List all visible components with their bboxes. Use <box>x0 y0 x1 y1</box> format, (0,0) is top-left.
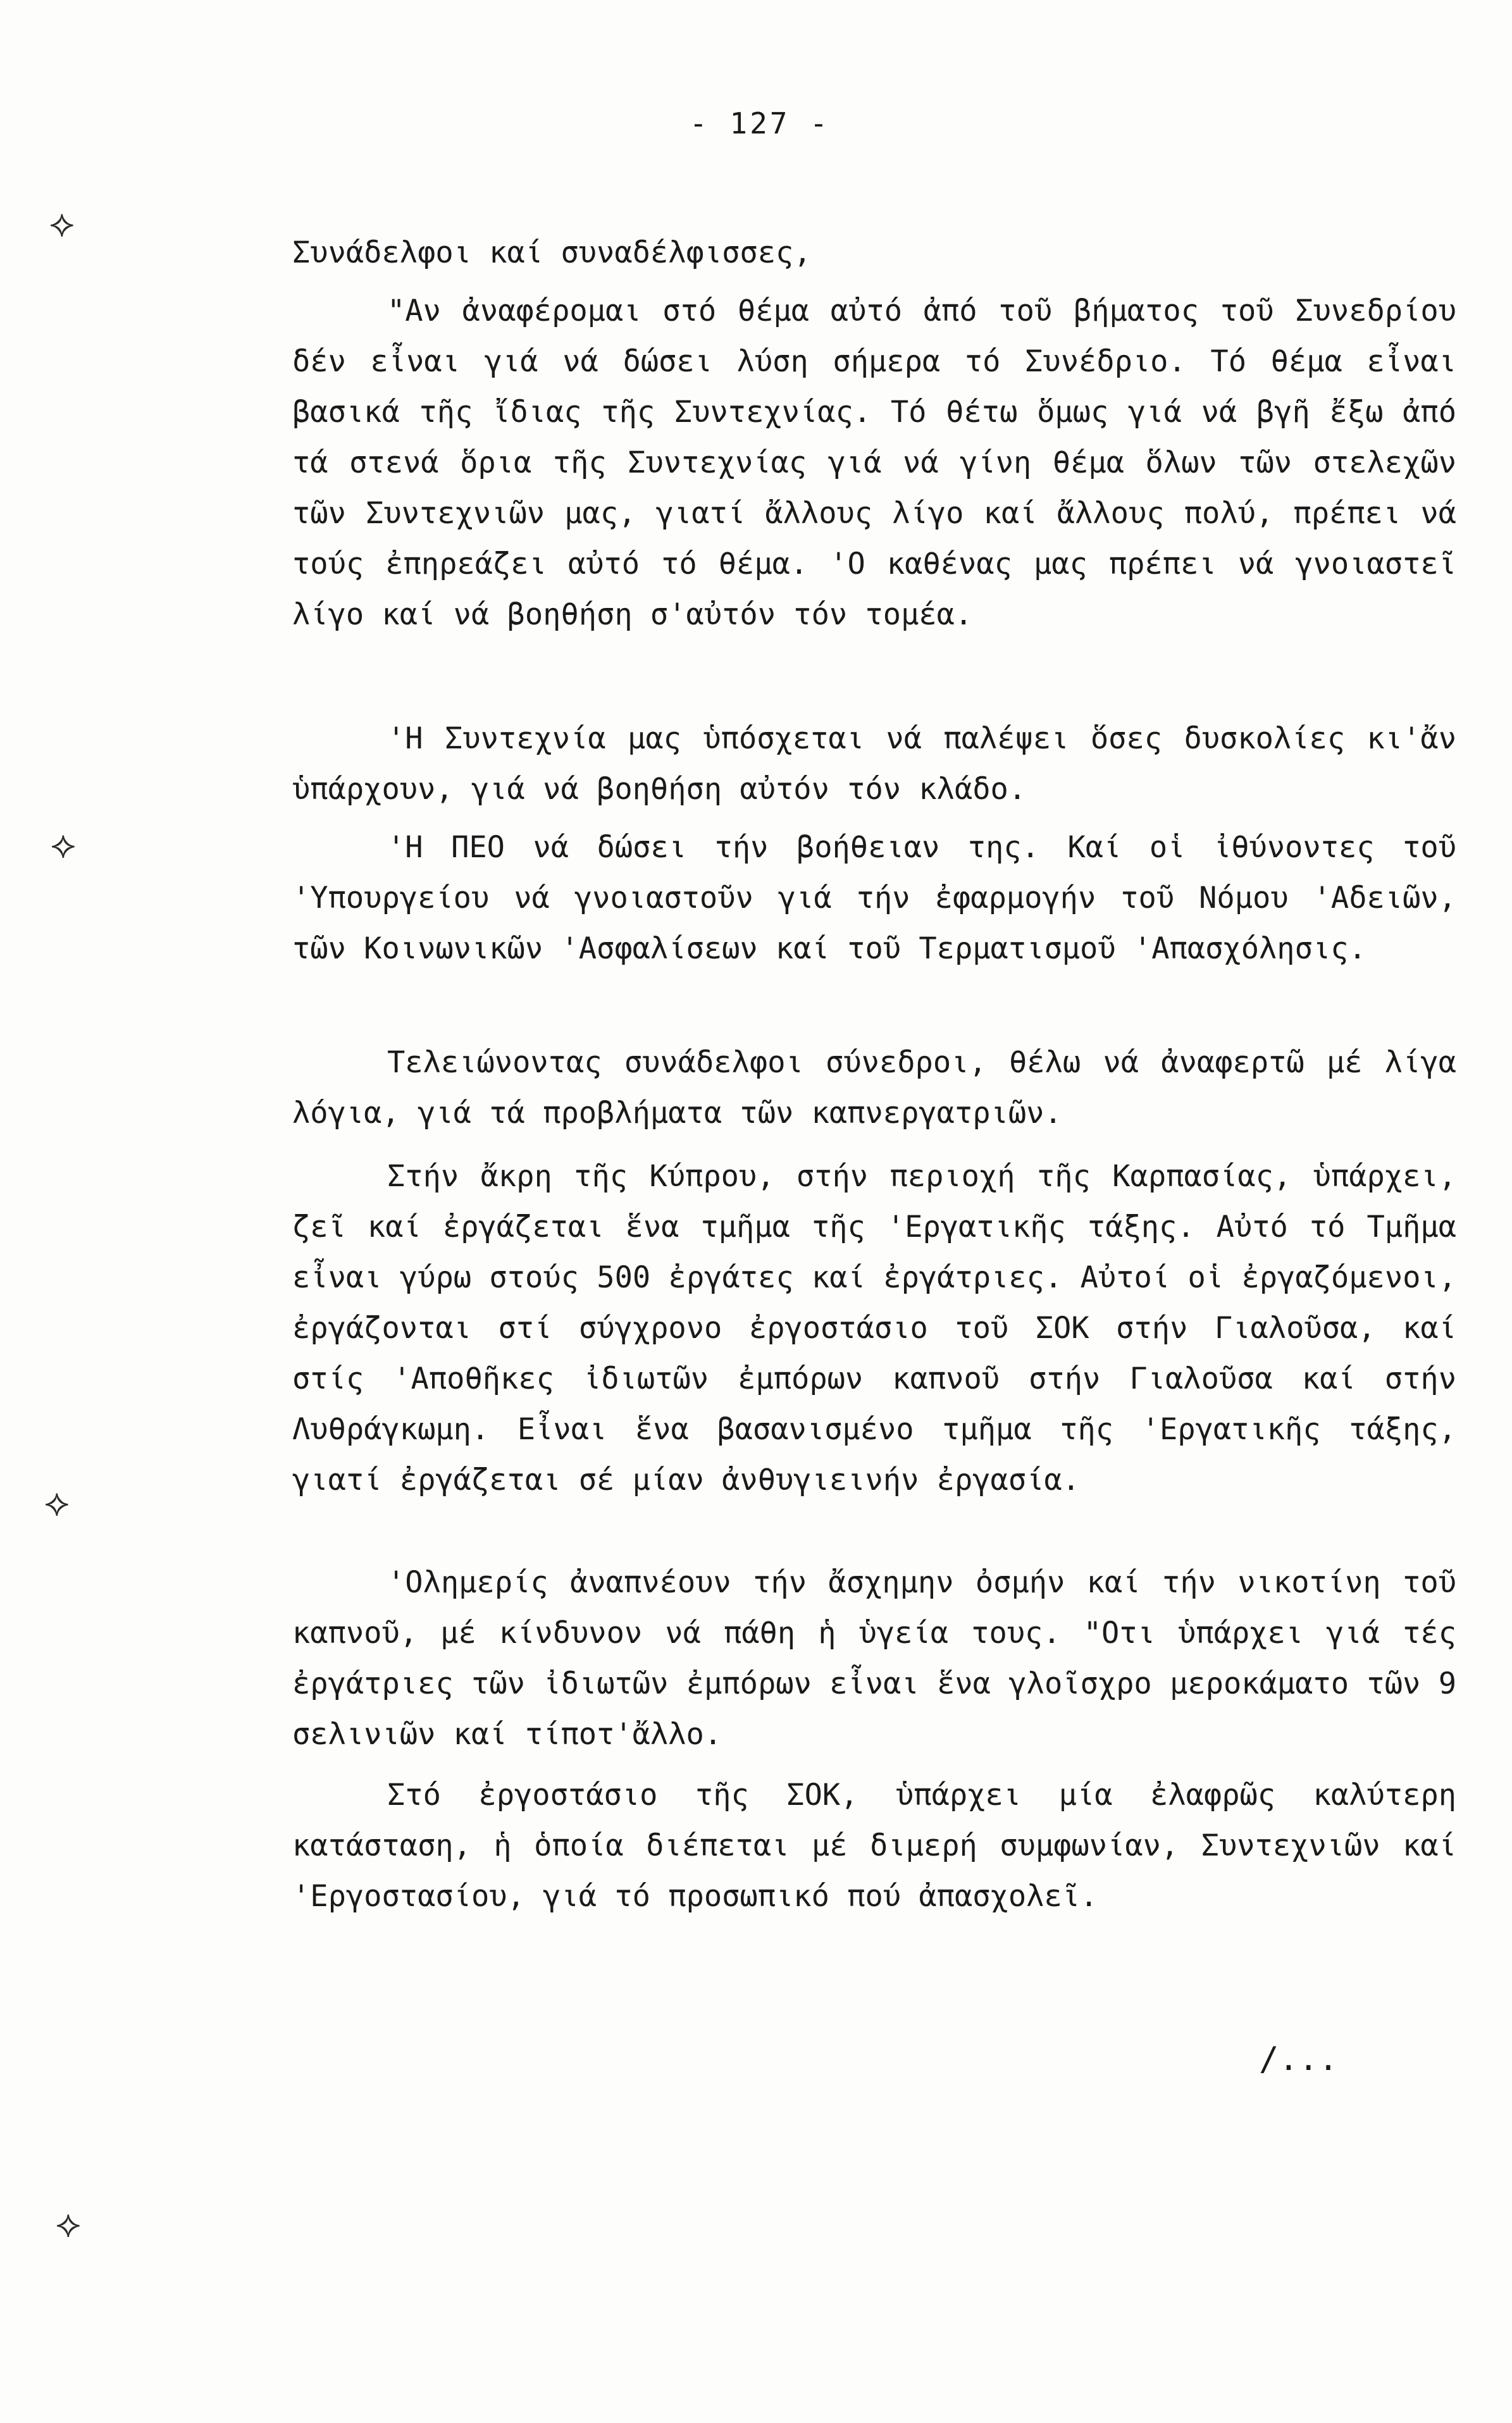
punch-mark-icon: ⟡ <box>49 201 75 245</box>
punch-mark-icon: ⟡ <box>56 2202 81 2246</box>
paragraph-5: Στήν ἄκρη τῆς Κύπρου, στήν περιοχή τῆς Καρπασίας, ὑπάρχει, ζεῖ καί ἐργάζεται ἕνα τμῆμα τῆς 'Εργατικῆς τάξης. Αὐτό τό Τμῆμα εἶναι γύρω στούς 500 ἐργάτες καί ἐργάτριες. Αὐτοί οἱ ἐργαζόμενοι, ἐργάζονται στί σύγχρονο ἐργοστάσιο τοῦ ΣΟΚ στήν Γιαλοῦσα, καί στίς 'Αποθῆκες ἰδιωτῶν ἐμπόρων καπνοῦ στήν Γιαλοῦσα καί στήν Λυθράγκωμη. Εἶναι ἕνα βασανισμένο τμῆμα τῆς 'Εργατικῆς τάξης, γιατί ἐργάζεται σέ μίαν ἀνθυγιεινήν ἐργασία. <box>292 1159 1456 1497</box>
paragraph-7: Στό ἐργοστάσιο τῆς ΣΟΚ, ὑπάρχει μία ἐλαφρῶς καλύτερη κατάσταση, ἡ ὁποία διέπεται μέ διμερή συμφωνίαν, Συντεχνιῶν καί 'Εργοστασίου, γιά τό προσωπικό πού ἀπασχολεῖ. <box>292 1778 1456 1914</box>
paragraph-6: 'Ολημερίς ἀναπνέουν τήν ἄσχημην ὀσμήν καί τήν νικοτίνη τοῦ καπνοῦ, μέ κίνδυνον νά πάθη ἡ ὑγεία τους. "Οτι ὑπάρχει γιά τές ἐργάτριες τῶν ἰδιωτῶν ἐμπόρων εἶναι ἕνα γλοῖσχρο μεροκάματο τῶν 9 σελινιῶν καί τίποτ'ἄλλο. <box>292 1565 1456 1752</box>
paragraph-4: Τελειώνοντας συνάδελφοι σύνεδροι, θέλω νά ἀναφερτῶ μέ λίγα λόγια, γιά τά προβλήματα τῶν καπνεργατριῶν. <box>292 1045 1456 1131</box>
paragraph-2: 'Η Συντεχνία μας ὑπόσχεται νά παλέψει ὅσες δυσκολίες κι'ἄν ὑπάρχουν, γιά νά βοηθήση αὐτόν τόν κλάδο. <box>292 721 1456 807</box>
punch-mark-icon: ⟡ <box>44 1480 70 1525</box>
page-number: - 127 - <box>690 106 830 140</box>
paragraph-1: "Αν ἀναφέρομαι στό θέμα αὐτό ἀπό τοῦ βήματος τοῦ Συνεδρίου δέν εἶναι γιά νά δώσει λύση σήμερα τό Συνέδριο. Τό θέμα εἶναι βασικά τῆς ἴδιας τῆς Συντεχνίας. Τό θέτω ὅμως γιά νά βγῆ ἔξω ἀπό τά στενά ὅρια τῆς Συντεχνίας γιά νά γίνη θέμα ὅλων τῶν στελεχῶν τῶν Συντεχνιῶν μας, γιατί ἄλλους λίγο καί ἄλλους πολύ, πρέπει νά τούς ἐπηρεάζει αὐτό τό θέμα. 'Ο καθένας μας πρέπει νά γνοιαστεῖ λίγο καί νά βοηθήση σ'αὐτόν τόν τομέα. <box>292 294 1456 632</box>
salutation: Συνάδελφοι καί συναδέλφισσες, <box>292 235 812 270</box>
paragraph-3: 'Η ΠΕΟ νά δώσει τήν βοήθειαν της. Καί οἱ ἰθύνοντες τοῦ 'Υπουργείου νά γνοιαστοῦν γιά τήν ἐφαρμογήν τοῦ Νόμου 'Αδειῶν, τῶν Κοινωνικῶν 'Ασφαλίσεων καί τοῦ Τερματισμοῦ 'Απασχόλησις. <box>292 830 1456 966</box>
punch-mark-icon: ⟡ <box>51 822 76 867</box>
continuation-mark: /... <box>1259 2040 1339 2078</box>
